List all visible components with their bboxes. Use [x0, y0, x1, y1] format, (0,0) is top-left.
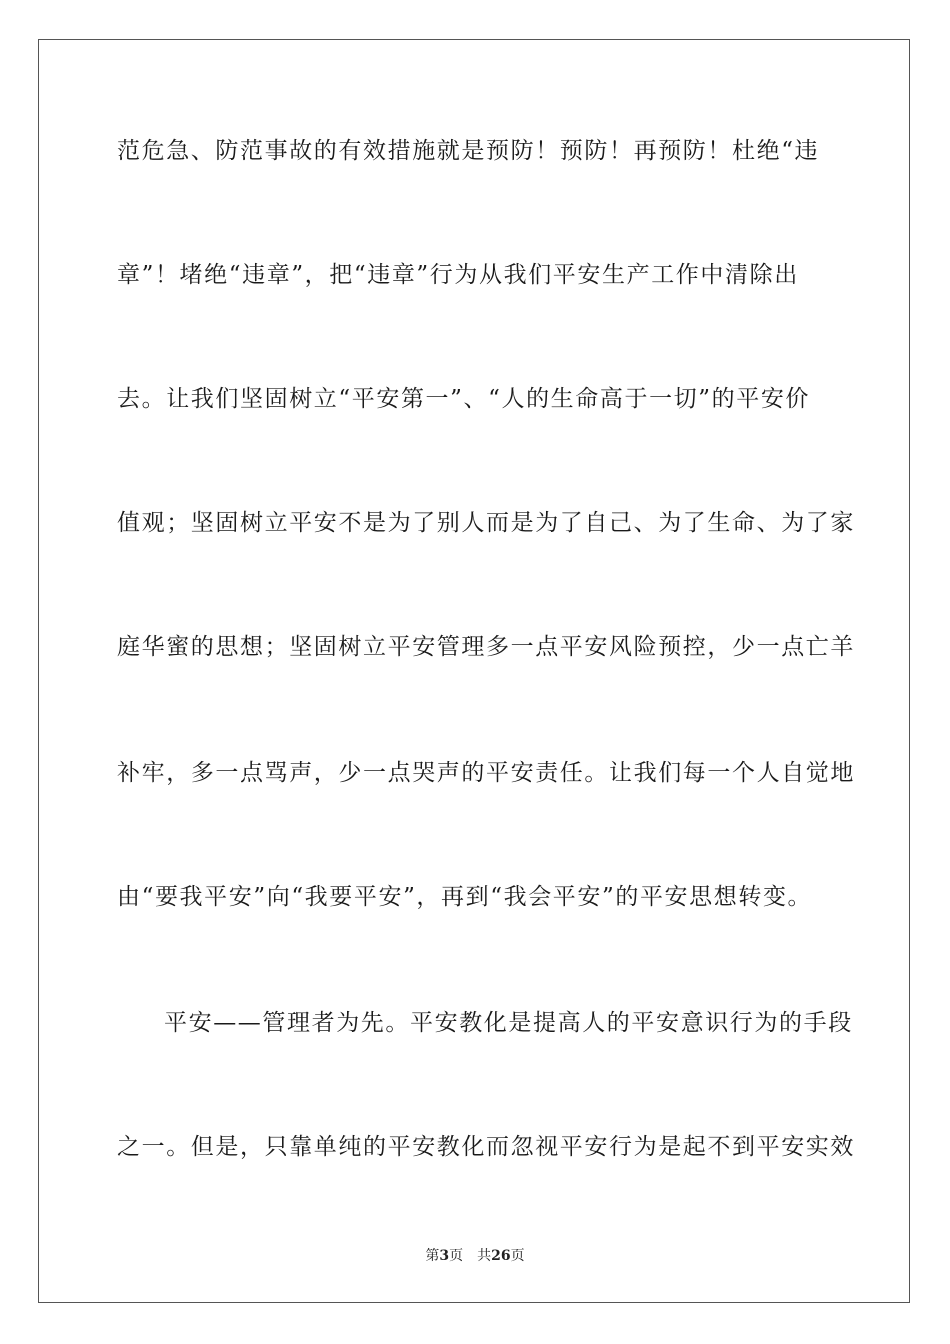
text-line-1: 范危急、防范事故的有效措施就是预防！预防！再预防！杜绝“违 — [117, 138, 820, 164]
text-line-2: 章”！堵绝“违章”，把“违章”行为从我们平安生产工作中清除出 — [117, 262, 799, 288]
text-line-4: 值观；坚固树立平安不是为了别人而是为了自己、为了生命、为了家 — [117, 510, 855, 536]
text-line-6: 补牢，多一点骂声，少一点哭声的平安责任。让我们每一个人自觉地 — [117, 760, 855, 786]
text-line-9: 之一。但是，只靠单纯的平安教化而忽视平安行为是起不到平安实效 — [117, 1134, 855, 1160]
text-line-7: 由“要我平安”向“我要平安”，再到“我会平安”的平安思想转变。 — [117, 884, 813, 910]
page-prefix: 第 — [425, 1248, 440, 1264]
paragraph-start-line: 平安——管理者为先。平安教化是提高人的平安意识行为的手段 — [164, 1010, 853, 1036]
text-line-5: 庭华蜜的思想；坚固树立平安管理多一点平安风险预控，少一点亡羊 — [117, 634, 855, 660]
total-pages: 26 — [491, 1248, 511, 1264]
page-number: 3 — [439, 1248, 450, 1264]
total-suffix: 页 — [510, 1248, 525, 1264]
page-footer — [0, 1247, 950, 1265]
page-suffix: 页 — [449, 1248, 464, 1264]
total-prefix: 共 — [477, 1248, 492, 1264]
page-border — [38, 39, 910, 1303]
text-line-3: 去。让我们坚固树立“平安第一”、“人的生命高于一切”的平安价 — [117, 386, 811, 412]
